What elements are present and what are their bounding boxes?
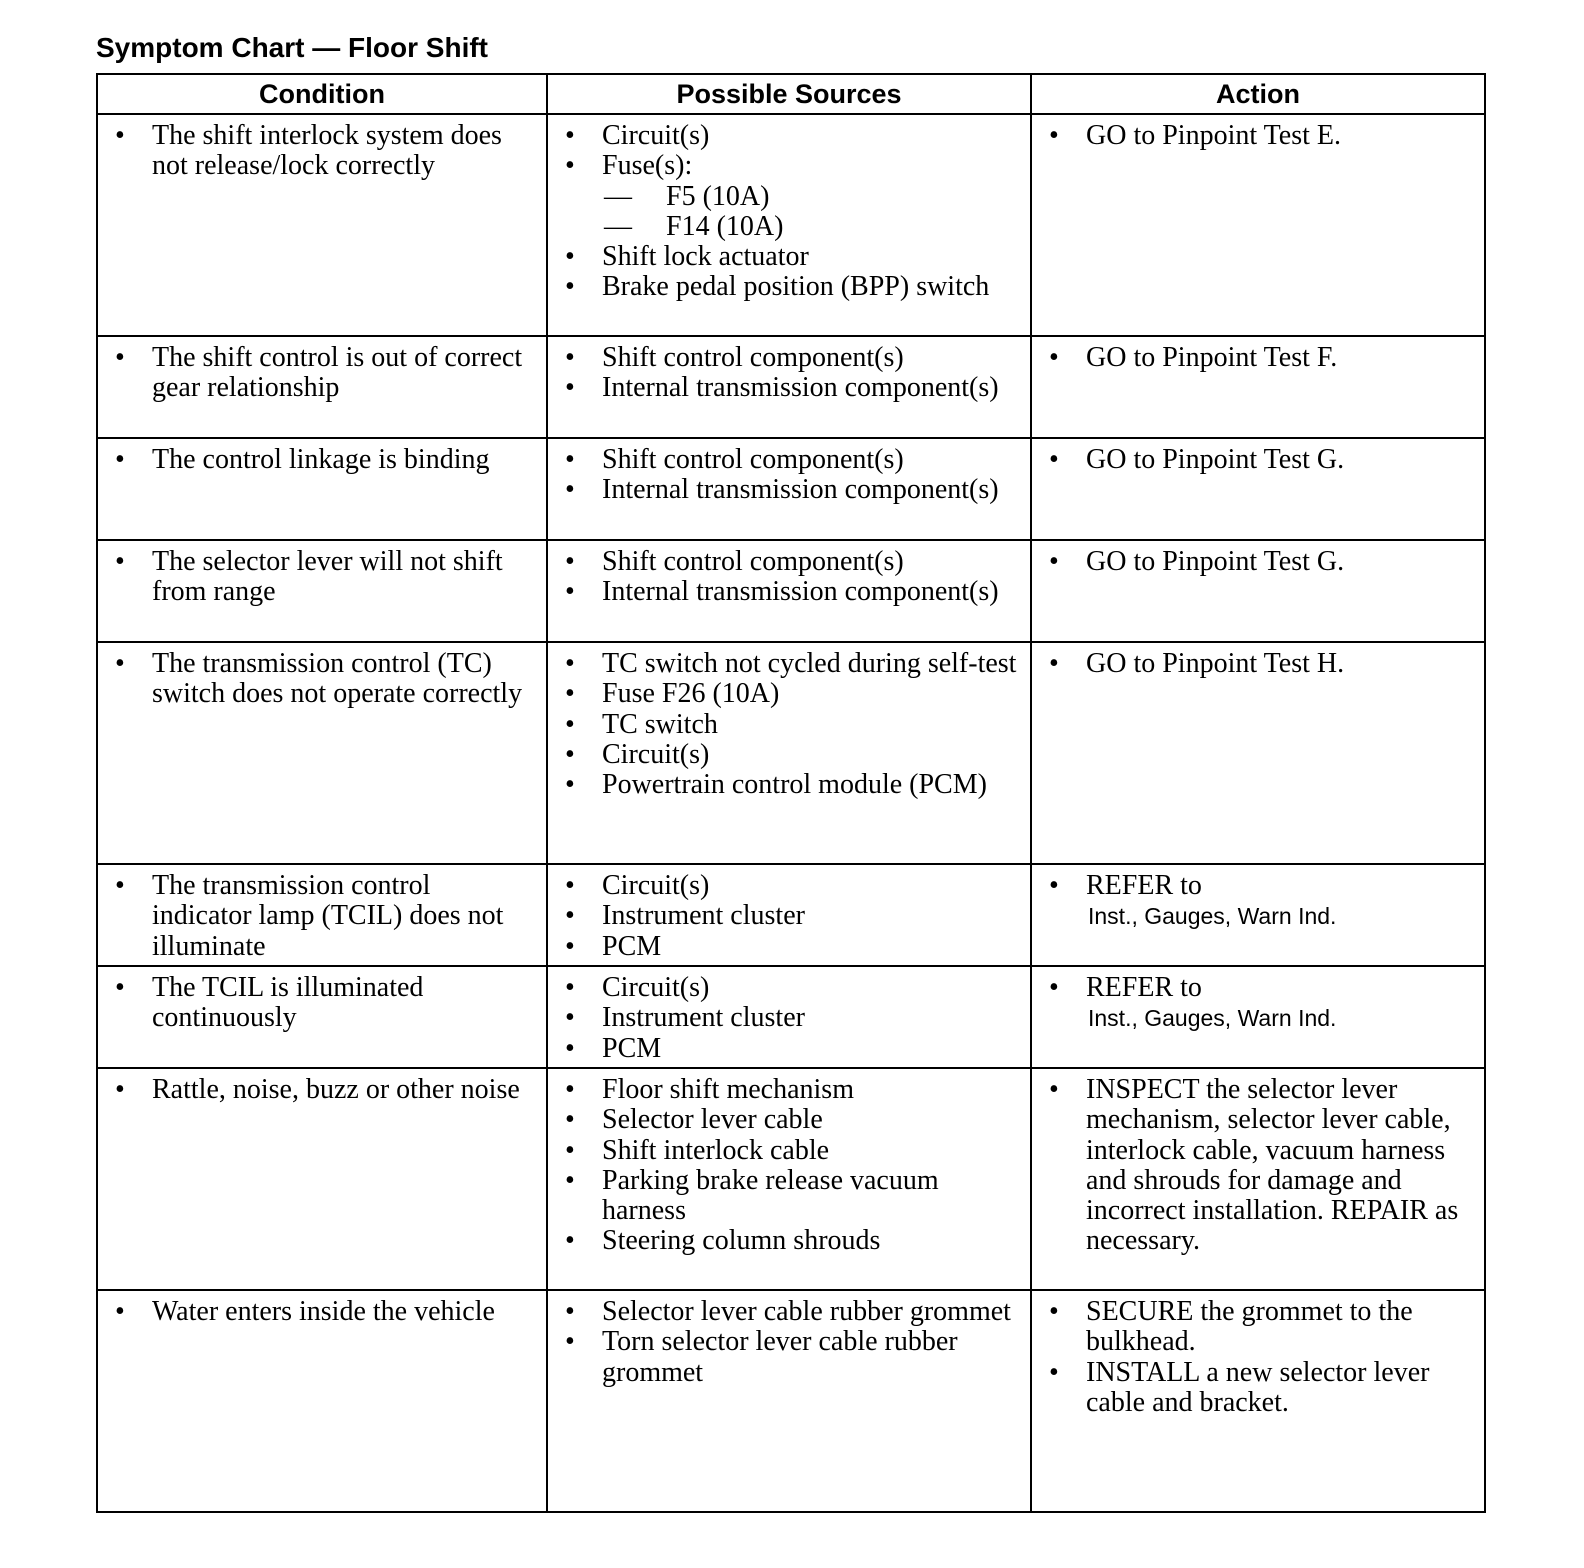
source-item: • Internal transmission component(s) (548, 373, 1020, 403)
source-item: • Fuse F26 (10A) (548, 679, 1020, 709)
action-item: • GO to Pinpoint Test E. (1032, 121, 1474, 151)
action-item (1032, 871, 1474, 931)
table-row (97, 864, 1485, 966)
action-item: • GO to Pinpoint Test H. (1032, 649, 1474, 679)
sources-cell (547, 114, 1031, 336)
action-cell (1031, 336, 1485, 438)
action-header: Action (1031, 74, 1485, 114)
action-item: • SECURE the grommet to the bulkhead. (1032, 1297, 1474, 1358)
header-row (97, 74, 1485, 114)
condition-cell (97, 966, 547, 1068)
source-item-label: Fuse(s): (602, 150, 693, 182)
source-item: • Internal transmission component(s) (548, 475, 1020, 505)
condition-header: Condition (97, 74, 547, 114)
action-cell (1031, 864, 1485, 966)
action-cell (1031, 540, 1485, 642)
source-item: • Shift interlock cable (548, 1136, 1020, 1166)
table-row (97, 540, 1485, 642)
source-item (548, 151, 1020, 242)
action-text: REFER to (1086, 870, 1202, 901)
sources-cell (547, 642, 1031, 864)
condition-cell (97, 642, 547, 864)
sources-cell (547, 864, 1031, 966)
source-item: • Parking brake release vacuum harness (548, 1166, 1020, 1227)
action-cell (1031, 966, 1485, 1068)
action-item: • GO to Pinpoint Test G. (1032, 547, 1474, 577)
action-cell (1031, 1290, 1485, 1512)
source-item: • Floor shift mechanism (548, 1075, 1020, 1105)
sources-cell (547, 1290, 1031, 1512)
page-title: Symptom Chart — Floor Shift (96, 32, 488, 63)
source-item: • Torn selector lever cable rubber grommet (548, 1327, 1020, 1388)
sources-cell (547, 438, 1031, 540)
condition-cell (97, 114, 547, 336)
table-row (97, 1068, 1485, 1290)
source-subitem: — F5 (10A) (602, 182, 1020, 212)
sources-cell (547, 540, 1031, 642)
symptom-chart-table (96, 73, 1486, 1513)
source-item: • Shift control component(s) (548, 445, 1020, 475)
table-row (97, 642, 1485, 864)
source-item: • Selector lever cable (548, 1105, 1020, 1135)
condition-text: • Rattle, noise, buzz or other noise (98, 1075, 536, 1105)
source-item: • Instrument cluster (548, 1003, 1020, 1033)
source-item: • Powertrain control module (PCM) (548, 770, 1020, 800)
sources-cell (547, 336, 1031, 438)
source-item: • Shift control component(s) (548, 547, 1020, 577)
action-item (1032, 973, 1474, 1033)
condition-cell (97, 864, 547, 966)
source-item: • Shift lock actuator (548, 242, 1020, 272)
source-item: • PCM (548, 932, 1020, 962)
action-text: REFER to (1086, 972, 1202, 1003)
sources-cell (547, 1068, 1031, 1290)
condition-cell (97, 1290, 547, 1512)
source-item: • Selector lever cable rubber grommet (548, 1297, 1020, 1327)
sources-header: Possible Sources (547, 74, 1031, 114)
condition-cell (97, 336, 547, 438)
manual-reference: Inst., Gauges, Warn Ind. (1088, 1005, 1337, 1032)
condition-text: • The shift interlock system does not release/lock correctly (98, 121, 536, 182)
sources-cell (547, 966, 1031, 1068)
source-item: • Circuit(s) (548, 973, 1020, 1003)
table-row (97, 1290, 1485, 1512)
condition-cell (97, 1068, 547, 1290)
condition-text: • Water enters inside the vehicle (98, 1297, 536, 1327)
action-item: • GO to Pinpoint Test G. (1032, 445, 1474, 475)
action-item: • INSPECT the selector lever mechanism, selector lever cable, interlock cable, vacuum harness and shrouds for damage and incorrect installation. REPAIR as necessary. (1032, 1075, 1474, 1257)
action-item: • INSTALL a new selector lever cable and bracket. (1032, 1358, 1474, 1419)
action-cell (1031, 1068, 1485, 1290)
condition-text: • The selector lever will not shift from range (98, 547, 536, 608)
condition-text: • The TCIL is illuminated continuously (98, 973, 536, 1034)
source-item: • TC switch (548, 710, 1020, 740)
action-item: • GO to Pinpoint Test F. (1032, 343, 1474, 373)
table-row (97, 114, 1485, 336)
source-subitem: — F14 (10A) (602, 212, 1020, 242)
source-item: • Internal transmission component(s) (548, 577, 1020, 607)
source-item: • Instrument cluster (548, 901, 1020, 931)
source-item: • PCM (548, 1034, 1020, 1064)
condition-cell (97, 438, 547, 540)
source-item: • Circuit(s) (548, 740, 1020, 770)
table-row (97, 438, 1485, 540)
condition-cell (97, 540, 547, 642)
source-item: • Circuit(s) (548, 121, 1020, 151)
condition-text: • The shift control is out of correct gear relationship (98, 343, 536, 404)
source-item: • Brake pedal position (BPP) switch (548, 272, 1020, 302)
condition-text: • The transmission control indicator lamp (TCIL) does not illuminate (98, 871, 536, 962)
source-item: • Shift control component(s) (548, 343, 1020, 373)
action-cell (1031, 114, 1485, 336)
source-item: • Steering column shrouds (548, 1226, 1020, 1256)
table-row (97, 336, 1485, 438)
table-row (97, 966, 1485, 1068)
action-cell (1031, 438, 1485, 540)
condition-text: • The transmission control (TC) switch does not operate correctly (98, 649, 536, 710)
manual-reference: Inst., Gauges, Warn Ind. (1088, 903, 1337, 930)
source-item: • TC switch not cycled during self-test (548, 649, 1020, 679)
action-cell (1031, 642, 1485, 864)
condition-text: • The control linkage is binding (98, 445, 536, 475)
source-item: • Circuit(s) (548, 871, 1020, 901)
